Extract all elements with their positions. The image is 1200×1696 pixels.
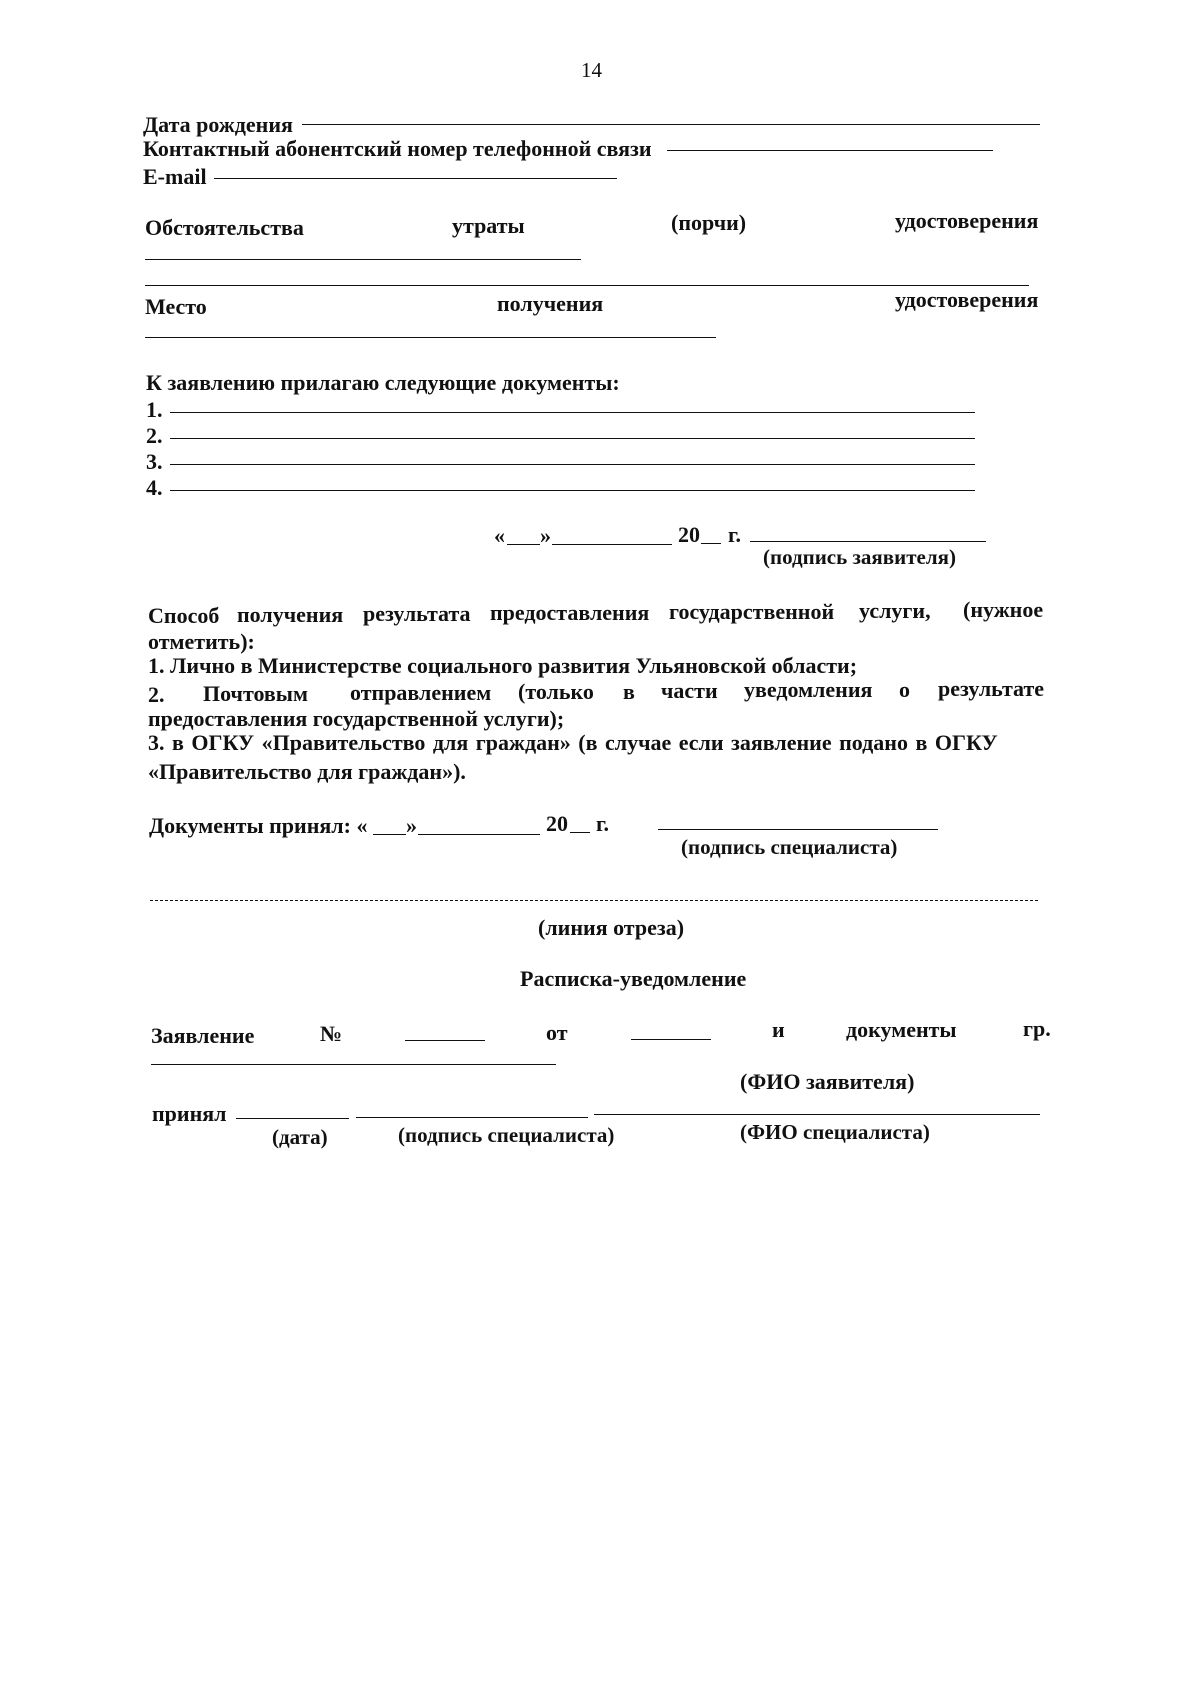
accepted-label: Документы принял: « (149, 813, 368, 838)
method-option-2-word-2: отправлением (350, 680, 492, 705)
place-word-certificate: удостоверения (895, 287, 1039, 312)
method-option-2-continuation: предоставления государственной услуги); (148, 706, 565, 731)
method-option-3-line-1: 3. в ОГКУ «Правительство для граждан» (в случае если заявление подано в ОГКУ (148, 730, 998, 755)
page-number: 14 (581, 58, 602, 82)
phone-label: Контактный абонентский номер телефонной связи (143, 136, 652, 161)
applicant-signature-field[interactable] (750, 541, 986, 542)
receipt-word-application: Заявление (151, 1023, 255, 1048)
applicant-month-field[interactable] (552, 544, 672, 545)
method-option-2-word-4: в (623, 679, 635, 704)
receipt-applicant-name-field[interactable] (151, 1064, 556, 1065)
receipt-specialist-signature-field[interactable] (356, 1117, 588, 1118)
attachment-field-1[interactable] (170, 412, 975, 413)
method-word-4: предоставления (490, 600, 650, 625)
accepted-day-field[interactable] (373, 834, 406, 835)
cut-line (150, 900, 1038, 901)
receipt-word-and: и (772, 1017, 785, 1042)
method-option-2-word-5: части (661, 678, 718, 703)
applicant-date-open-quote: « (494, 523, 505, 548)
receipt-signature-caption: (подпись специалиста) (398, 1123, 615, 1147)
method-word-6: услуги, (859, 598, 931, 623)
birth-date-field[interactable] (302, 124, 1040, 125)
loss-word-loss: утраты (452, 213, 525, 238)
receipt-date-caption: (дата) (272, 1125, 328, 1149)
method-option-2-word-1: Почтовым (203, 681, 308, 706)
method-word-7: (нужное (963, 597, 1044, 622)
attachment-number-2: 2. (146, 423, 163, 448)
method-word-3: результата (363, 601, 471, 626)
method-option-2-number: 2. (148, 682, 165, 707)
accepted-year-suffix: г. (596, 811, 610, 836)
method-option-3-line-2: «Правительство для граждан»). (148, 759, 466, 784)
attachments-heading: К заявлению прилагаю следующие документы: (146, 370, 620, 395)
receipt-word-citizen: гр. (1023, 1016, 1051, 1041)
method-word-5: государственной (669, 599, 835, 624)
email-field[interactable] (214, 178, 617, 179)
method-option-2-word-6: уведомления (744, 677, 873, 702)
place-field[interactable] (145, 337, 716, 338)
receipt-number-sign: № (320, 1021, 343, 1046)
method-line-2: отметить): (148, 629, 255, 654)
accepted-signature-caption: (подпись специалиста) (681, 835, 898, 859)
receipt-word-from: от (546, 1020, 568, 1045)
applicant-year-suffix: г. (728, 522, 742, 547)
receipt-applicant-caption: (ФИО заявителя) (740, 1069, 915, 1094)
attachment-field-2[interactable] (170, 438, 975, 439)
applicant-day-field[interactable] (507, 544, 540, 545)
method-word-1: Способ (148, 603, 220, 628)
method-word-2: получения (237, 602, 344, 627)
method-option-2-word-8: результате (938, 676, 1045, 701)
applicant-date-close-quote: » (540, 523, 551, 548)
loss-word-certificate: удостоверения (895, 208, 1039, 233)
place-word-receiving: получения (497, 291, 604, 316)
loss-field-2[interactable] (145, 285, 1029, 286)
receipt-specialist-caption: (ФИО специалиста) (740, 1120, 930, 1144)
method-option-2-word-7: о (899, 677, 910, 702)
accepted-year-prefix: 20 (546, 811, 568, 836)
applicant-year-field[interactable] (701, 543, 721, 544)
attachment-field-3[interactable] (170, 464, 975, 465)
receipt-title: Расписка-уведомление (520, 966, 747, 991)
attachment-number-1: 1. (146, 397, 163, 422)
accepted-month-field[interactable] (418, 834, 540, 835)
loss-field-1[interactable] (145, 259, 581, 260)
method-option-1: 1. Лично в Министерстве социального развития Ульяновской области; (148, 653, 858, 678)
method-option-2-word-3: (только (518, 679, 594, 704)
applicant-signature-caption: (подпись заявителя) (763, 545, 956, 569)
receipt-accepted-label: принял (152, 1101, 227, 1126)
accepted-signature-field[interactable] (658, 829, 938, 830)
birth-date-label: Дата рождения (143, 112, 293, 137)
accepted-date-close-quote: » (406, 813, 417, 838)
phone-field[interactable] (667, 150, 993, 151)
place-word-place: Место (145, 294, 207, 319)
receipt-word-documents: документы (846, 1017, 957, 1042)
email-label: E-mail (143, 164, 207, 189)
attachment-number-4: 4. (146, 475, 163, 500)
receipt-date-accepted-field[interactable] (236, 1118, 349, 1119)
cut-line-caption: (линия отреза) (538, 915, 685, 940)
attachment-number-3: 3. (146, 449, 163, 474)
receipt-date-field[interactable] (631, 1039, 711, 1040)
accepted-year-field[interactable] (570, 832, 590, 833)
applicant-year-prefix: 20 (678, 522, 700, 547)
loss-word-damage: (порчи) (671, 210, 747, 235)
loss-word-circumstances: Обстоятельства (145, 215, 304, 240)
attachment-field-4[interactable] (170, 490, 975, 491)
receipt-specialist-name-field[interactable] (594, 1114, 1040, 1115)
receipt-number-field[interactable] (405, 1040, 485, 1041)
